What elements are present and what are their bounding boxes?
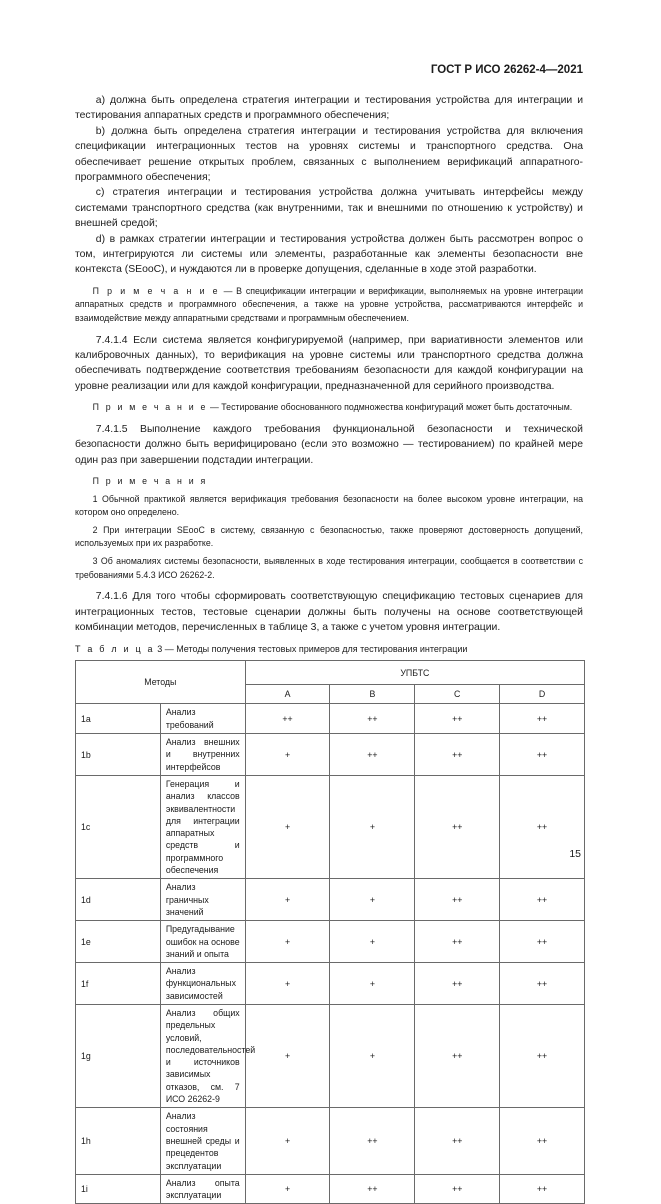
row-id: 1i	[76, 1174, 161, 1204]
row-method: Анализ требований	[160, 704, 245, 734]
table-caption-label: Т а б л и ц а	[75, 644, 155, 655]
row-method: Генерация и анализ классов эквивалентности для интеграции аппаратных средств и программного обеспечения	[160, 775, 245, 878]
row-rating-d: ++	[500, 775, 585, 878]
methods-table	[75, 660, 585, 1204]
page-number: 15	[569, 848, 581, 860]
list-item-a: a) должна быть определена стратегия интеграции и тестирования устройства для интеграции и тестирования аппаратных средств и программного обеспечения;	[75, 95, 583, 122]
row-rating-b: ++	[330, 1174, 415, 1204]
row-rating-a: +	[245, 1005, 330, 1108]
row-method: Анализ опыта эксплуатации	[160, 1174, 245, 1204]
note-item-1: 1 Обычной практикой является верификация требования безопасности на более высоком уровне интеграции, на котором оно определено.	[75, 493, 583, 518]
row-rating-b: +	[330, 921, 415, 963]
page-content	[75, 93, 583, 1204]
row-rating-a: +	[245, 921, 330, 963]
row-rating-b: ++	[330, 1108, 415, 1174]
row-rating-d: ++	[500, 1108, 585, 1174]
row-rating-b: +	[330, 775, 415, 878]
row-rating-a: +	[245, 775, 330, 878]
row-rating-b: ++	[330, 734, 415, 776]
row-id: 1e	[76, 921, 161, 963]
section-7-4-1-4: 7.4.1.4 Если система является конфигурируемой (например, при вариативности элементов или калибровочных данных), то верификация на уровне системы или транспортного средства должна обеспечивать подтверждение соответствия требованиям безопасности для каждой конфигурации на уровне реализации или для каждой конфигурации, предназначенной для серийного производства.	[75, 334, 583, 392]
table-caption	[75, 643, 583, 655]
row-id: 1d	[76, 879, 161, 921]
row-rating-b: +	[330, 1005, 415, 1108]
row-rating-c: ++	[415, 734, 500, 776]
row-rating-c: ++	[415, 1005, 500, 1108]
table-row	[76, 704, 585, 734]
row-rating-d: ++	[500, 879, 585, 921]
header-asil-group: УПБТС	[245, 661, 584, 685]
table-row	[76, 879, 585, 921]
row-rating-a: ++	[245, 704, 330, 734]
section-7-4-1-6: 7.4.1.6 Для того чтобы сформировать соответствующую спецификацию тестовых сценариев для интеграционных тестов, тестовые сценарии должны быть получены на основе соответствующей комбинации методов, перечисленных в таблице 3, а также с учетом уровня интеграции.	[75, 591, 583, 634]
row-rating-c: ++	[415, 921, 500, 963]
row-rating-a: +	[245, 879, 330, 921]
note-1-label: П р и м е ч а н и е	[92, 285, 220, 296]
row-rating-b: +	[330, 963, 415, 1005]
row-id: 1f	[76, 963, 161, 1005]
table-row	[76, 1174, 585, 1204]
row-method: Предугадывание ошибок на основе знаний и опыта	[160, 921, 245, 963]
row-rating-c: ++	[415, 1174, 500, 1204]
header-methods: Методы	[76, 661, 246, 704]
row-rating-d: ++	[500, 734, 585, 776]
row-id: 1h	[76, 1108, 161, 1174]
note-1	[75, 285, 583, 326]
row-rating-a: +	[245, 963, 330, 1005]
row-rating-d: ++	[500, 963, 585, 1005]
note-2	[75, 401, 583, 415]
row-rating-d: ++	[500, 1005, 585, 1108]
table-row	[76, 1108, 585, 1174]
note-2-label: П р и м е ч а н и е	[92, 402, 208, 413]
table-caption-text: 3 — Методы получения тестовых примеров для тестирования интеграции	[154, 644, 468, 655]
row-rating-a: +	[245, 734, 330, 776]
row-method: Анализ состояния внешней среды и прецедентов эксплуатации	[160, 1108, 245, 1174]
note-2-text: — Тестирование обоснованного подмножества конфигураций может быть достаточным.	[207, 402, 573, 413]
list-item-c: c) стратегия интеграции и тестирования устройства должна учитывать интерфейсы между системами транспортного средства (как внутренними, так и внешними по отношению к устройству) и внешней средой;	[75, 187, 583, 230]
row-rating-a: +	[245, 1108, 330, 1174]
table-row	[76, 921, 585, 963]
section-7-4-1-5: 7.4.1.5 Выполнение каждого требования функциональной безопасности и технической безопасности должно быть верифицировано (если это возможно — тестированием) по крайней мере один раз при завершении подстадии интеграции.	[75, 423, 583, 466]
row-id: 1a	[76, 704, 161, 734]
table-row	[76, 734, 585, 776]
row-rating-c: ++	[415, 704, 500, 734]
header-level-a: A	[245, 685, 330, 704]
notes-label: П р и м е ч а н и я	[92, 476, 208, 487]
row-rating-c: ++	[415, 1108, 500, 1174]
table-row	[76, 963, 585, 1005]
row-rating-d: ++	[500, 1174, 585, 1204]
row-rating-d: ++	[500, 921, 585, 963]
note-1-text: — В спецификации интеграции и верификации, выполняемых на уровне интеграции аппаратных средств и программного обеспечения, а также на уровне устройства, рассматриваются интерфейс и взаимодействие между аппаратными средствами и программным обеспечением.	[75, 285, 583, 324]
row-rating-a: +	[245, 1174, 330, 1204]
row-rating-c: ++	[415, 775, 500, 878]
table-row	[76, 1005, 585, 1108]
note-item-3: 3 Об аномалиях системы безопасности, выявленных в ходе тестирования интеграции, сообщается в соответствии с требованиями 5.4.3 ИСО 26262-2.	[75, 556, 583, 580]
row-method: Анализ функциональных зависимостей	[160, 963, 245, 1005]
table-row	[76, 775, 585, 878]
row-id: 1c	[76, 775, 161, 878]
row-id: 1g	[76, 1005, 161, 1108]
row-rating-c: ++	[415, 879, 500, 921]
row-method: Анализ внешних и внутренних интерфейсов	[160, 734, 245, 776]
row-rating-d: ++	[500, 704, 585, 734]
note-item-2: 2 При интеграции SEooC в систему, связанную с безопасностью, также проверяют достоверность допущений, используемых при их разработке.	[75, 524, 583, 549]
header-level-d: D	[500, 685, 585, 704]
list-item-d: d) в рамках стратегии интеграции и тестирования устройства должен быть рассмотрен вопрос о том, интегрируются ли системы или элементы, разработанные как элементы безопасности вне контекста (SEooC), и нуждаются ли в проверке допущения, сделанные в ходе этой разработки.	[75, 233, 583, 276]
list-item-b: b) должна быть определена стратегия интеграции и тестирования устройства для включения спецификации интеграционных тестов на уровнях системы и транспортного средства. Она обеспечивает решение открытых проблем, связанных с выполнением верификаций аппаратного-программного обеспечения;	[75, 125, 583, 184]
row-method: Анализ граничных значений	[160, 879, 245, 921]
row-method: Анализ общих предельных условий, последовательностей и источников зависимых отказов, см. 7 ИСО 26262-9	[160, 1005, 245, 1108]
header-level-b: B	[330, 685, 415, 704]
row-rating-b: +	[330, 879, 415, 921]
header-level-c: C	[415, 685, 500, 704]
document-header: ГОСТ Р ИСО 26262-4—2021	[430, 64, 583, 76]
row-rating-c: ++	[415, 963, 500, 1005]
row-id: 1b	[76, 734, 161, 776]
row-rating-b: ++	[330, 704, 415, 734]
